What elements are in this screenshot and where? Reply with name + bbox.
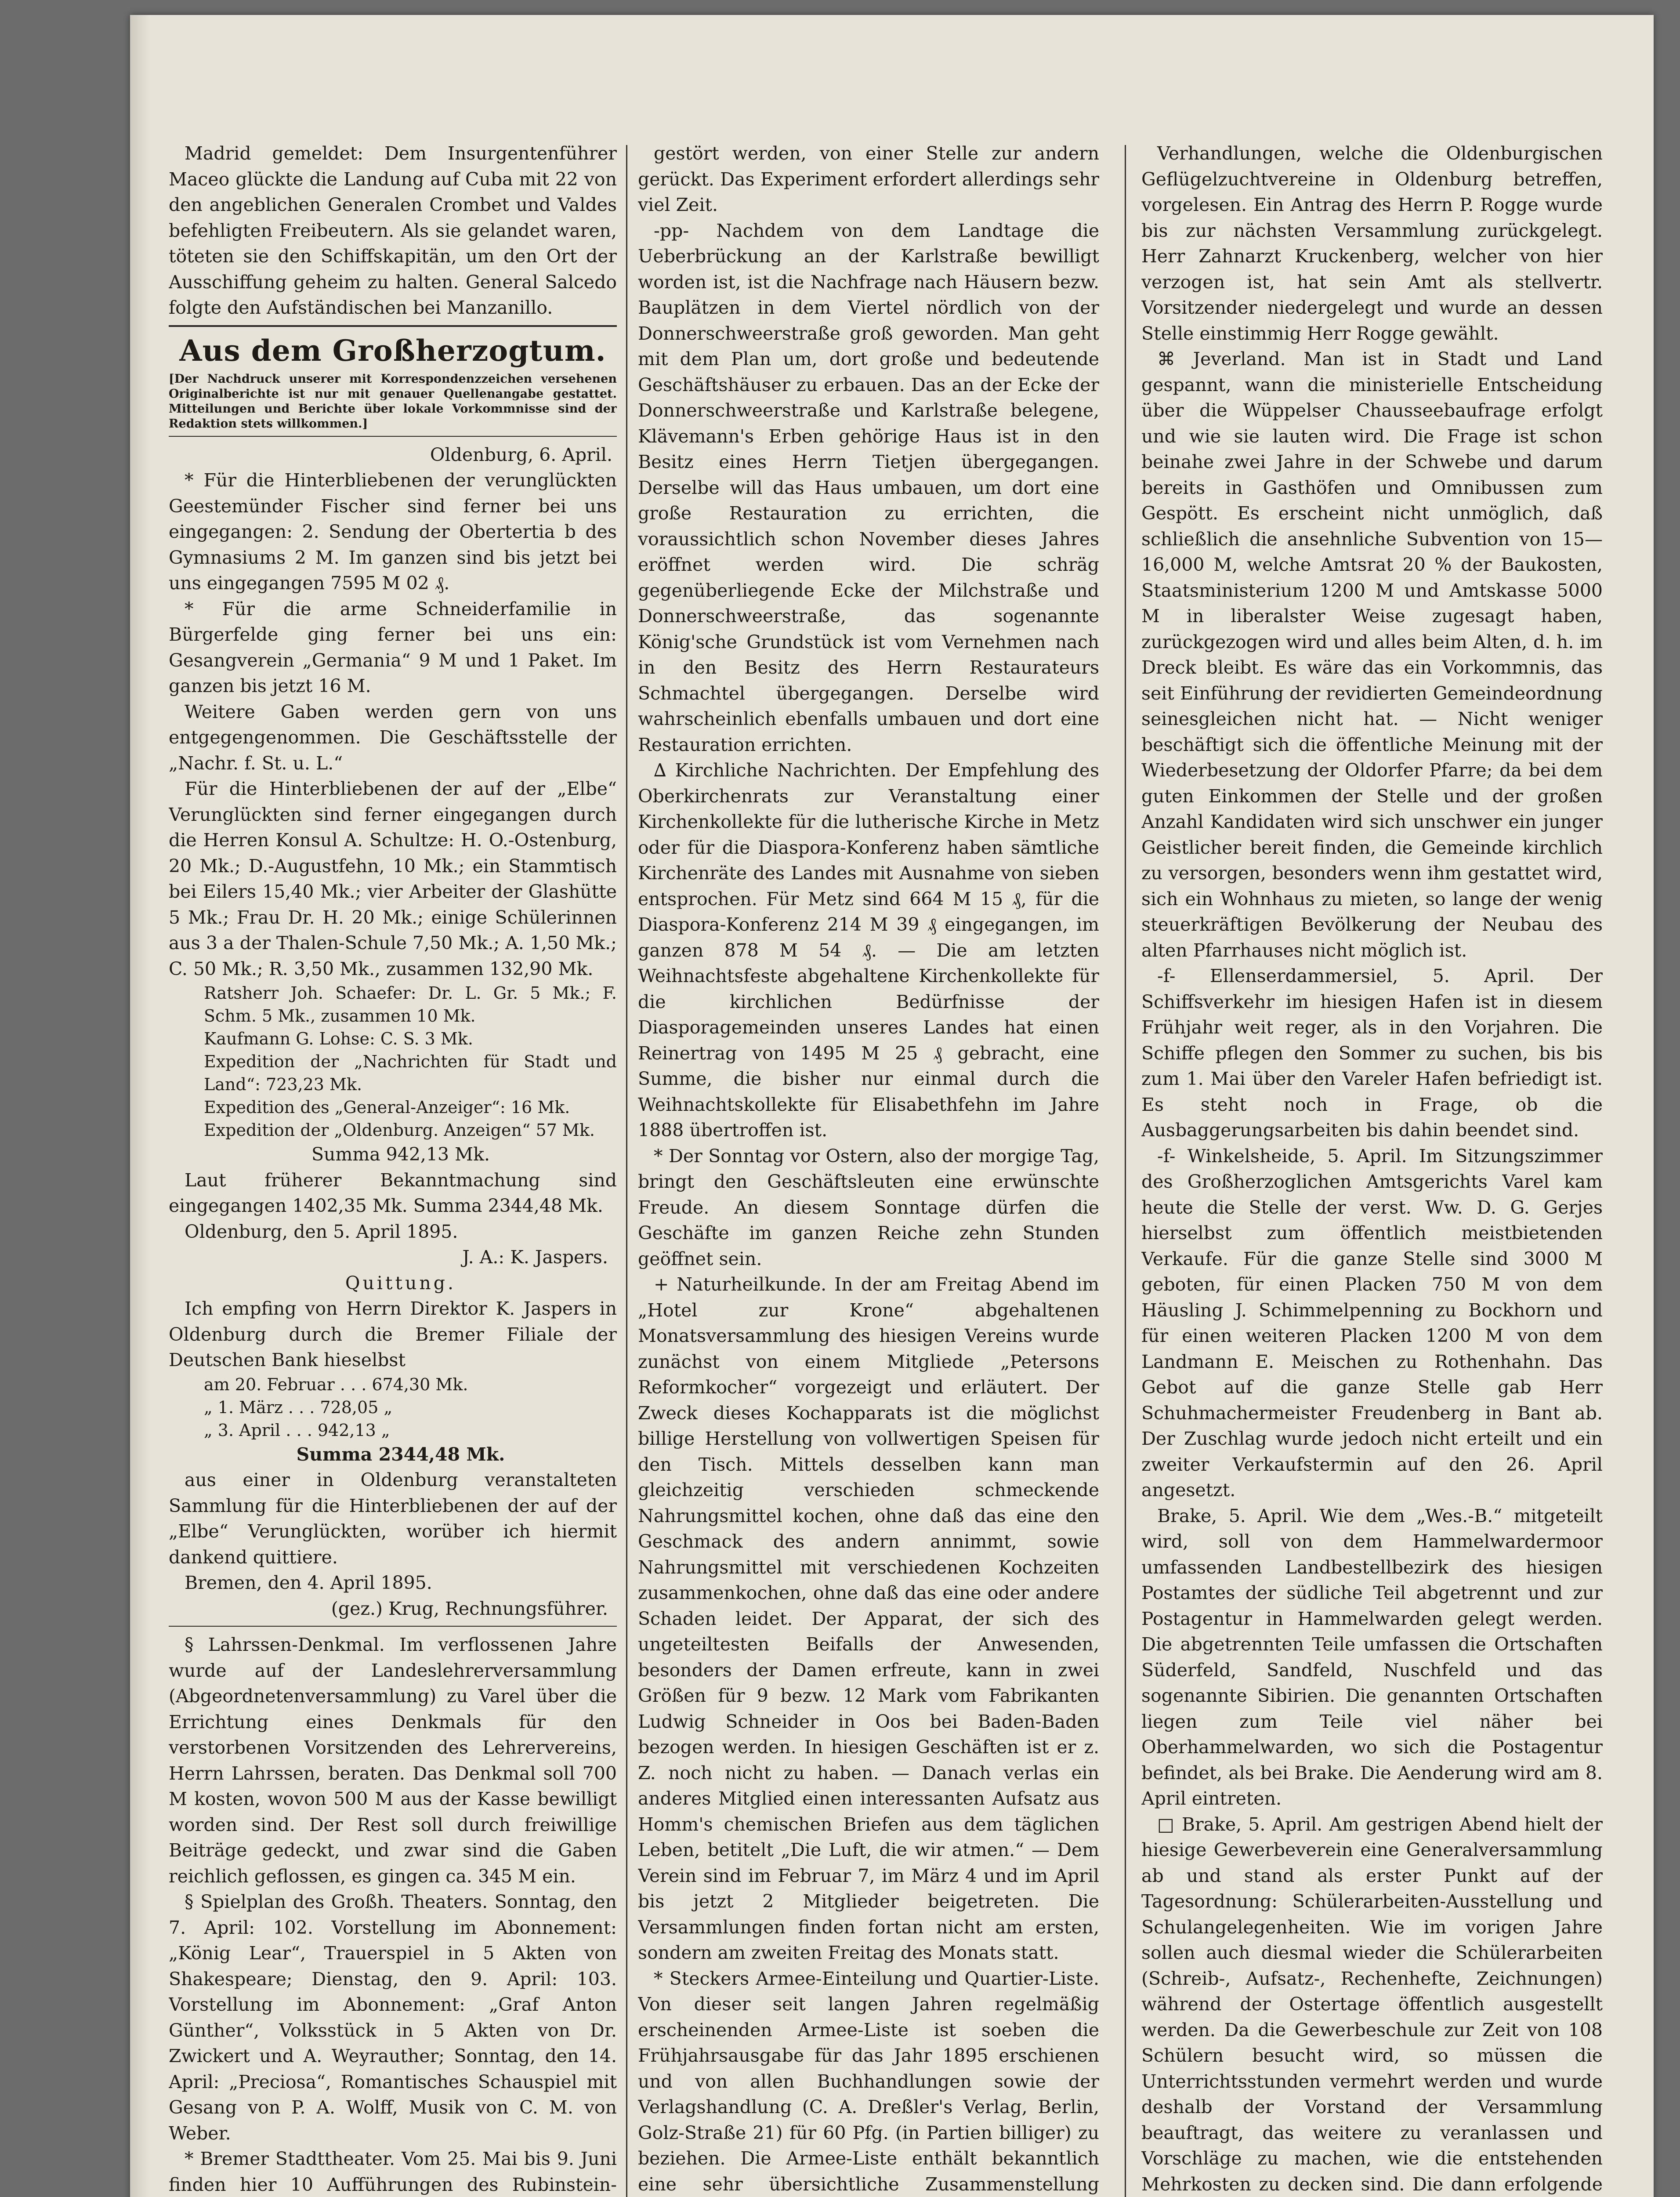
copyright-note: [Der Nachdruck unserer mit Korrespondenzzeichen versehenen Originalberichte ist nur mit genauer Quellenangabe gestattet. Mitteilungen und Berichte über lokale Vorkommnisse sind der Redaktion stets willkommen.] xyxy=(169,372,617,431)
article-paragraph: * Der Sonntag vor Ostern, also der morgige Tag, bringt den Geschäftsleuten eine erwünschte Freude. An diesem Sonntage dürfen die Geschäfte im ganzen Reiche zehn Stunden geöffnet sein. xyxy=(638,1145,1099,1269)
article-paragraph: aus einer in Oldenburg veranstalteten Sammlung für die Hinterbliebenen der auf der „Elbe“ Verunglückten, worüber ich hiermit dankend quittiere. xyxy=(169,1469,617,1568)
article-paragraph: -pp- Nachdem von dem Landtage die Ueberbrückung an der Karlstraße bewilligt worden ist, ist die Nachfrage nach Häusern bezw. Bauplätzen in dem Viertel nördlich von der Donnerschweerstraße groß geworden. Man geht mit dem Plan um, dort große und bedeutende Geschäftshäuser zu erbauen. Das an der Ecke der Donnerschweerstraße und Karlstraße belegene, Klävemann's Erben gehörige Haus ist in den Besitz eines Herrn Tietjen übergegangen. Derselbe will das Haus umbauen, um dort eine große Restauration zu errichten, die voraussichtlich schon November dieses Jahres eröffnet werden wird. Die schräg gegenüberliegende Ecke der Milchstraße und Donnerschweerstraße, das sogenannte König'sche Grundstück ist vom Vernehmen nach in den Besitz des Herrn Restaurateurs Schmachtel übergegangen. Derselbe wird wahrscheinlich ebenfalls umbauen und dort eine Restauration errichten. xyxy=(638,220,1099,755)
receipt-list xyxy=(169,1373,617,1442)
article-paragraph: Ich empfing von Herrn Direktor K. Jaspers in Oldenburg durch die Bremer Filiale der Deutschen Bank hieselbst xyxy=(169,1298,617,1370)
article-paragraph: Für die Hinterbliebenen der auf der „Elbe“ Verunglückten sind ferner eingegangen durch die Herren Konsul A. Schultze: H. O.-Ostenburg, 20 Mk.; D.-Augustfehn, 10 Mk.; ein Stammtisch bei Eilers 15,40 Mk.; vier Arbeiter der Glashütte 5 Mk.; Frau Dr. H. 20 Mk.; einige Schülerinnen aus 3 a der Thalen-Schule 7,50 Mk.; A. 1,50 Mk.; C. 50 Mk.; R. 3,50 Mk., zusammen 132,90 Mk. xyxy=(169,778,617,979)
article-paragraph: gestört werden, von einer Stelle zur andern gerückt. Das Experiment erfordert allerdings sehr viel Zeit. xyxy=(638,143,1099,215)
donation-sum: Summa 942,13 Mk. xyxy=(311,1144,490,1165)
intro-paragraph: Madrid gemeldet: Dem Insurgentenführer Maceo glückte die Landung auf Cuba mit 22 von den angeblichen Generalen Crombet und Valdes befehligten Freibeutern. Als sie gelandet waren, töteten sie den Schiffskapitän, um den Ort der Ausschiffung geheim zu halten. General Salcedo folgte den Aufständischen bei Manzanillo. xyxy=(169,143,617,318)
signature: J. A.: K. Jaspers. xyxy=(462,1247,608,1268)
donation-line: Ratsherr Joh. Schaefer: Dr. L. Gr. 5 Mk.; F. Schm. 5 Mk., zusammen 10 Mk. xyxy=(204,983,617,1026)
article-paragraph: * Bremer Stadttheater. Vom 25. Mai bis 9. Juni finden hier 10 Aufführungen des Rubinstein- xyxy=(169,2148,617,2195)
article-paragraph: ⌘ Jeverland. Man ist in Stadt und Land gespannt, wann die ministerielle Entscheidung über die Wüppelser Chausseebaufrage erfolgt und wie sie lauten wird. Die Frage ist schon beinahe zwei Jahre in der Schwebe und darum bereits in Gasthöfen und Omnibussen zum Gespött. Es erscheint nicht unmöglich, daß schließlich die ansehnliche Subvention von 15—16,000 M, welche Amtsrat 20 % der Baukosten, Staatsministerium 1200 M und Amtskasse 5000 M in liberalster Weise zugesagt haben, zurückgezogen wird und alles beim Alten, d. h. im Dreck bleibt. Es wäre das ein Vorkommnis, das seit Einführung der revidierten Gemeindeordnung seinesgleichen nicht hat. — Nicht weniger beschäftigt sich die öffentliche Meinung mit der Wiederbesetzung der Oldorfer Pfarre; da bei dem guten Einkommen der Stelle und der großen Anzahl Kandidaten wird sich unschwer ein junger Geistlicher bereit finden, die Gemeinde kirchlich zu versorgen, besonders wenn ihm gestattet wird, sich ein Wohnhaus zu mieten, so lange der wenig steuerkräftigen Bevölkerung der Neubau des alten Pfarrhauses nicht möglich ist. xyxy=(1141,348,1603,961)
donation-line: Kaufmann G. Lohse: C. S. 3 Mk. xyxy=(204,1029,473,1048)
section-title: Aus dem Großherzogtum. xyxy=(179,333,606,368)
column-rule-2 xyxy=(1125,145,1126,2197)
article-paragraph: § Lahrssen-Denkmal. Im verflossenen Jahre wurde auf der Landeslehrerversammlung (Abgeordnetenversammlung) zu Varel über die Errichtung eines Denkmals für den verstorbenen Vorsitzenden des Lehrervereins, Herrn Lahrssen, beraten. Das Denkmal soll 700 M kosten, wovon 500 M aus der Kasse bewilligt worden sind. Der Rest soll durch freiwillige Beiträge gedeckt, und zwar sind die Gaben reichlich geflossen, es gingen ca. 345 M ein. xyxy=(169,1634,617,1887)
article-divider xyxy=(169,1626,617,1627)
page-gutter-shadow xyxy=(130,15,150,2197)
receipt-sum: Summa 2344,48 Mk. xyxy=(296,1443,505,1465)
article-paragraph: * Steckers Armee-Einteilung und Quartier-Liste. Von dieser seit langen Jahren regelmäßig erscheinenden Armee-Liste ist soeben die Frühjahrsausgabe für das Jahr 1895 erschienen und von allen Buchhandlungen sowie der Verlagshandlung (C. A. Dreßler's Verlag, Berlin, Golz-Straße 21) für 60 Pfg. (in Partien billiger) zu beziehen. Die Armee-Liste enthält bekanntlich eine sehr übersichtliche Zusammenstellung xyxy=(638,1968,1099,2195)
donation-line: Expedition des „General-Anzeiger“: 16 Mk. xyxy=(204,1098,570,1117)
date-line: Bremen, den 4. April 1895. xyxy=(185,1572,432,1593)
receipt-line: „ 3. April . . . 942,13 „ xyxy=(204,1420,390,1440)
column-3 xyxy=(1141,141,1603,2197)
dateline: Oldenburg, 6. April. xyxy=(430,444,612,465)
donation-line: Expedition der „Nachrichten für Stadt und Land“: 723,23 Mk. xyxy=(204,1052,617,1094)
article-paragraph: Verhandlungen, welche die Oldenburgischen Geflügelzuchtvereine in Oldenburg betreffen, vorgelesen. Ein Antrag des Herrn P. Rogge wurde bis zur nächsten Versammlung zurückgelegt. Herr Zahnarzt Kruckenberg, welcher von hier verzogen ist, hat sein Amt als stellvertr. Vorsitzender niedergelegt und wurde an dessen Stelle einstimmig Herr Rogge gewählt. xyxy=(1141,143,1603,344)
signature: (gez.) Krug, Rechnungsführer. xyxy=(331,1598,608,1619)
date-line: Oldenburg, den 5. April 1895. xyxy=(185,1221,458,1242)
article-paragraph: ∆ Kirchliche Nachrichten. Der Empfehlung des Oberkirchenrats zur Veranstaltung einer Kirchenkollekte für die lutherische Kirche in Metz oder für die Diaspora-Konferenz haben sämtliche Kirchenräte des Landes mit Ausnahme von sieben entsprochen. Für Metz sind 664 M 15 ₰, für die Diaspora-Konferenz 214 M 39 ₰ eingegangen, im ganzen 878 M 54 ₰. — Die am letzten Weihnachtsfeste abgehaltene Kirchenkollekte für die kirchlichen Bedürfnisse der Diasporagemeinden unseres Landes hat einen Reinertrag von 1495 M 25 ₰ gebracht, eine Summe, die bisher nur einmal durch die Weihnachtskollekte für Elisabethfehn im Jahre 1888 übertroffen ist. xyxy=(638,760,1099,1141)
receipt-line: „ 1. März . . . 728,05 „ xyxy=(204,1397,393,1417)
article-paragraph: * Für die arme Schneiderfamilie in Bürgerfelde ging ferner bei uns ein: Gesangverein „Germania“ 9 M und 1 Paket. Im ganzen bis jetzt 16 M. xyxy=(169,598,617,696)
section-divider-bottom xyxy=(169,436,617,437)
article-paragraph: § Spielplan des Großh. Theaters. Sonntag, den 7. April: 102. Vorstellung im Abonnement: „König Lear“, Trauerspiel in 5 Akten von Shakespeare; Dienstag, den 9. April: 103. Vorstellung im Abonnement: „Graf Anton Günther“, Volksstück in 5 Akten von Dr. Zwickert und A. Weyrauther; Sonntag, den 14. April: „Preciosa“, Romantisches Schauspiel mit Gesang von P. A. Wolff, Musik von C. M. von Weber. xyxy=(169,1891,617,2144)
article-paragraph: + Naturheilkunde. In der am Freitag Abend im „Hotel zur Krone“ abgehaltenen Monatsversammlung des hiesigen Vereins wurde zunächst von einem Mitgliede „Petersons Reformkocher“ vorgezeigt und erläutert. Der Zweck dieses Kochapparats ist die möglichst billige Herstellung von vollwertigen Speisen für den Tisch. Mittels desselben kann man gleichzeitig verschieden schmeckende Nahrungsmittel kochen, ohne daß das eine den Geschmack des andern annimmt, sowie Nahrungsmittel mit verschiedenen Kochzeiten zusammenkochen, ohne daß das eine oder andere Schaden leidet. Der Apparat, der sich des ungeteiltesten Beifalls der Anwesenden, besonders der Damen erfreute, kann in zwei Größen für 9 bezw. 12 Mark vom Fabrikanten Ludwig Schneider in Oos bei Baden-Baden bezogen werden. In hiesigen Geschäften ist er z. Z. noch nicht zu haben. — Danach verlas ein anderes Mitglied einen interessanten Aufsatz aus Homm's chemischen Briefen aus dem täglichen Leben, betitelt „Die Luft, die wir atmen.“ — Dem Verein sind im Februar 7, im März 4 und im April bis jetzt 2 Mitglieder beigetreten. Die Versammlungen finden fortan nicht am ersten, sondern am zweiten Freitag des Monats statt. xyxy=(638,1274,1099,1963)
donation-list xyxy=(169,982,617,1142)
article-paragraph: Brake, 5. April. Wie dem „Wes.-B.“ mitgeteilt wird, soll von dem Hammelwardermoor umfassenden Landbestellbezirk des hiesigen Postamtes der südliche Teil abgetrennt und zur Postagentur in Hammelwarden gelegt werden. Die abgetrennten Teile umfassen die Ortschaften Süderfeld, Sandfeld, Nuschfeld und das sogenannte Sibirien. Die genannten Ortschaften liegen zum Teile viel näher bei Oberhammelwarden, wo sich die Postagentur befindet, als bei Brake. Die Aenderung wird am 8. April eintreten. xyxy=(1141,1505,1603,1809)
article-paragraph: -f- Ellenserdammersiel, 5. April. Der Schiffsverkehr im hiesigen Hafen ist in diesem Frühjahr weit reger, als in den Vorjahren. Die Schiffe pflegen den Sommer zu suchen, bis bis zum 1. Mai über den Vareler Hafen befriedigt ist. Es steht noch in Frage, ob die Ausbaggerungsarbeiten bis dahin beendet sind. xyxy=(1141,965,1603,1141)
article-paragraph: □ Brake, 5. April. Am gestrigen Abend hielt der hiesige Gewerbeverein eine Generalversammlung ab und stand als erster Punkt auf der Tagesordnung: Schülerarbeiten-Ausstellung und Schulangelegenheiten. Wie im vorigen Jahre sollen auch diesmal wieder die Schülerarbeiten (Schreib-, Aufsatz-, Rechenhefte, Zeichnungen) während der Ostertage öffentlich ausgestellt werden. Da die Gewerbeschule zur Zeit von 108 Schülern besucht wird, so müssen die Unterrichtsstunden vermehrt werden und wurde deshalb der Vorstand der Versammlung beauftragt, das weitere zu veranlassen und Vorschläge zu machen, wie die entstehenden Mehrkosten zu decken sind. Die dann erfolgende xyxy=(1141,1813,1603,2195)
article-paragraph: -f- Winkelsheide, 5. April. Im Sitzungszimmer des Großherzoglichen Amtsgerichts Varel kam heute die Stelle der verst. Ww. D. G. Gerjes hierselbst zum öffentlich meistbietenden Verkaufe. Für die ganze Stelle sind 3000 M geboten, für einen Placken 750 M von dem Häusling J. Schimmelpenning zu Bockhorn und für einen weiteren Placken 1200 M von dem Landmann E. Meischen zu Rothenhahn. Das Gebot auf die ganze Stelle gab Herr Schuhmachermeister Freudenberg in Bant ab. Der Zuschlag wurde jedoch nicht erteilt und ein zweiter Verkaufstermin auf den 26. April angesetzt. xyxy=(1141,1145,1603,1501)
article-paragraph: Weitere Gaben werden gern von uns entgegengenommen. Die Geschäftsstelle der „Nachr. f. St. u. L.“ xyxy=(169,701,617,774)
donation-line: Expedition der „Oldenburg. Anzeigen“ 57 Mk. xyxy=(204,1120,595,1140)
section-divider-top xyxy=(169,325,617,327)
article-paragraph: Laut früherer Bekanntmachung sind eingegangen 1402,35 Mk. Summa 2344,48 Mk. xyxy=(169,1169,617,1216)
column-2 xyxy=(638,141,1099,2197)
column-rule-1 xyxy=(626,145,627,2197)
receipt-line: am 20. Februar . . . 674,30 Mk. xyxy=(204,1374,468,1394)
receipt-heading: Quittung. xyxy=(345,1272,456,1294)
column-1 xyxy=(169,141,617,2197)
article-paragraph: * Für die Hinterbliebenen der verunglückten Geestemünder Fischer sind ferner bei uns eingegangen: 2. Sendung der Obertertia b des Gymnasiums 2 M. Im ganzen sind bis jetzt bei uns eingegangen 7595 M 02 ₰. xyxy=(169,470,617,594)
